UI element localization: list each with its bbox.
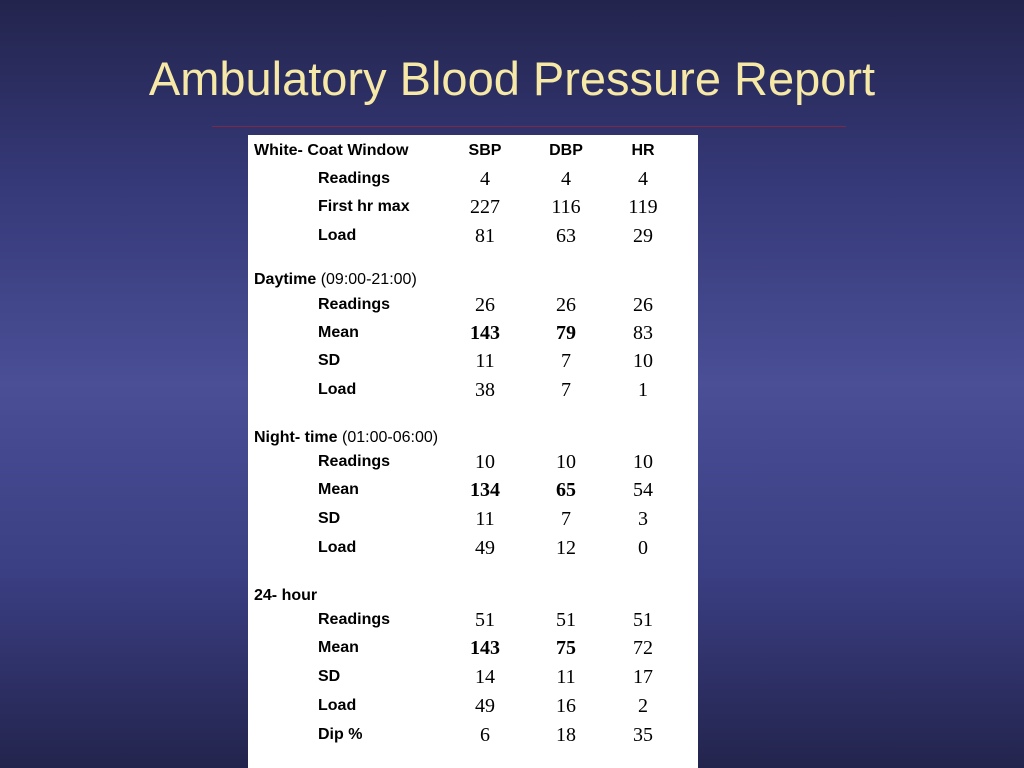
hr-value: 54 — [633, 479, 653, 501]
dbp-value: 7 — [561, 508, 571, 530]
hr-value: 83 — [633, 322, 653, 344]
row-label: Mean — [318, 481, 359, 498]
hr-value: 0 — [638, 537, 648, 559]
hr-value: 72 — [633, 637, 653, 659]
hr-value: 10 — [633, 451, 653, 473]
table-row — [248, 193, 698, 221]
table-row — [248, 721, 698, 749]
table-row — [248, 692, 698, 720]
hr-value: 4 — [638, 168, 648, 190]
hr-value: 3 — [638, 508, 648, 530]
dbp-value: 79 — [556, 322, 576, 344]
dbp-value: 4 — [561, 168, 571, 190]
table-row — [248, 347, 698, 375]
title-divider — [212, 126, 846, 127]
sbp-value: 11 — [475, 350, 495, 372]
hr-value: 119 — [628, 196, 658, 218]
hr-value: 29 — [633, 225, 653, 247]
sbp-value: 4 — [480, 168, 490, 190]
dbp-value: 7 — [561, 350, 571, 372]
hr-value: 10 — [633, 350, 653, 372]
sbp-value: 49 — [475, 537, 495, 559]
row-label: Load — [318, 697, 357, 714]
row-label: Load — [318, 539, 357, 556]
sbp-value: 10 — [475, 451, 495, 473]
sbp-value: 81 — [475, 225, 495, 247]
column-header-hr: HR — [631, 142, 655, 159]
column-header-sbp: SBP — [468, 142, 502, 159]
table-row — [248, 634, 698, 662]
row-label: First hr max — [318, 198, 410, 215]
table-row — [248, 505, 698, 533]
row-label: Load — [318, 227, 357, 244]
section-header — [254, 584, 317, 608]
sbp-value: 143 — [470, 637, 500, 659]
sbp-value: 134 — [470, 479, 500, 501]
row-label: Readings — [318, 611, 391, 628]
table-row — [248, 165, 698, 193]
table-row — [248, 663, 698, 691]
dbp-value: 16 — [556, 695, 576, 717]
dbp-value: 18 — [556, 724, 576, 746]
section-header — [254, 426, 438, 450]
dbp-value: 7 — [561, 379, 571, 401]
sbp-value: 14 — [475, 666, 495, 688]
sbp-value: 227 — [470, 196, 500, 218]
dbp-value: 116 — [551, 196, 581, 218]
dbp-value: 65 — [556, 479, 576, 501]
section-title: 24- hour — [254, 587, 318, 604]
dbp-value: 63 — [556, 225, 576, 247]
section-header — [254, 139, 409, 163]
hr-value: 35 — [633, 724, 653, 746]
section-header — [254, 268, 417, 292]
dbp-value: 26 — [556, 294, 576, 316]
row-label: SD — [318, 510, 341, 527]
row-label: Load — [318, 381, 357, 398]
sbp-value: 26 — [475, 294, 495, 316]
section-time-range: (01:00-06:00) — [342, 429, 439, 446]
row-label: Readings — [318, 453, 391, 470]
row-label: Dip % — [318, 726, 363, 743]
sbp-value: 49 — [475, 695, 495, 717]
section-time-range: (09:00-21:00) — [320, 271, 417, 288]
row-label: Readings — [318, 296, 391, 313]
hr-value: 1 — [638, 379, 648, 401]
hr-value: 26 — [633, 294, 653, 316]
row-label: SD — [318, 668, 341, 685]
dbp-value: 12 — [556, 537, 576, 559]
section-title: Night- time — [254, 429, 338, 446]
hr-value: 51 — [633, 609, 653, 631]
row-label: Readings — [318, 170, 391, 187]
sbp-value: 51 — [475, 609, 495, 631]
dbp-value: 51 — [556, 609, 576, 631]
section-title: White- Coat Window — [254, 142, 409, 159]
row-label: Mean — [318, 324, 359, 341]
hr-value: 2 — [638, 695, 648, 717]
table-row — [248, 534, 698, 562]
table-row — [248, 222, 698, 250]
table-row — [248, 376, 698, 404]
dbp-value: 75 — [556, 637, 576, 659]
sbp-value: 38 — [475, 379, 495, 401]
row-label: Mean — [318, 639, 359, 656]
hr-value: 17 — [633, 666, 653, 688]
table-row — [248, 606, 698, 634]
table-row — [248, 291, 698, 319]
sbp-value: 6 — [480, 724, 490, 746]
table-row — [248, 448, 698, 476]
table-row — [248, 476, 698, 504]
column-header-dbp: DBP — [549, 142, 583, 159]
table-row — [248, 319, 698, 347]
row-label: SD — [318, 352, 341, 369]
dbp-value: 11 — [556, 666, 576, 688]
sbp-value: 143 — [470, 322, 500, 344]
abpm-report-table — [248, 135, 698, 768]
dbp-value: 10 — [556, 451, 576, 473]
slide-title: Ambulatory Blood Pressure Report — [148, 52, 876, 105]
sbp-value: 11 — [475, 508, 495, 530]
section-title: Daytime — [254, 271, 317, 288]
